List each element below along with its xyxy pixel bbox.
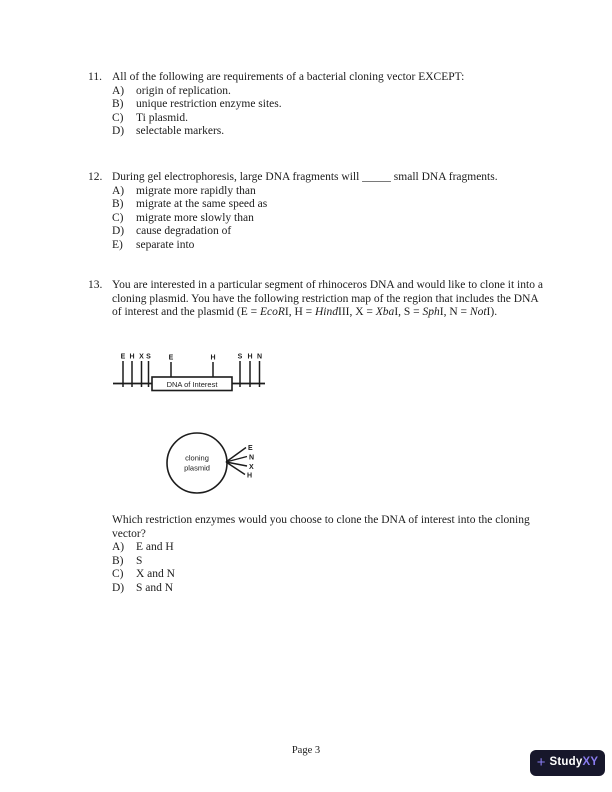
site-label-N-right: N bbox=[256, 353, 263, 361]
question-number: 13. bbox=[88, 279, 103, 291]
plasmid-label-line1: cloning bbox=[185, 453, 209, 463]
cloning-plasmid-diagram bbox=[162, 430, 262, 505]
question-13 bbox=[88, 279, 550, 320]
question-number: 12. bbox=[88, 171, 103, 183]
option-text: migrate more rapidly than bbox=[136, 184, 256, 197]
option-letter: A) bbox=[112, 84, 125, 97]
question-text: During gel electrophoresis, large DNA fragments will _____ small DNA fragments. bbox=[112, 171, 498, 183]
plasmid-site-H: H bbox=[247, 472, 253, 480]
option-text: Ti plasmid. bbox=[136, 111, 188, 124]
option-text: migrate at the same speed as bbox=[136, 198, 268, 210]
option-text: separate into bbox=[136, 238, 195, 251]
option-text: E and H bbox=[136, 541, 174, 553]
option-row bbox=[112, 582, 550, 596]
site-label-S: S bbox=[146, 353, 151, 361]
plasmid-site-E: E bbox=[248, 445, 253, 452]
option-letter: D) bbox=[112, 125, 125, 137]
option-letter: D) bbox=[112, 581, 125, 594]
question-12 bbox=[88, 171, 550, 252]
plasmid-label-line2: plasmid bbox=[184, 463, 210, 473]
question-number: 11. bbox=[88, 71, 102, 83]
option-row bbox=[112, 125, 550, 139]
restriction-map-diagram bbox=[108, 350, 278, 405]
option-row bbox=[112, 98, 550, 112]
brand-name-primary: Study bbox=[549, 756, 583, 769]
option-row bbox=[112, 555, 550, 569]
plasmid-site-N: N bbox=[249, 454, 255, 462]
plasmid-site-X: X bbox=[249, 464, 254, 471]
option-row bbox=[112, 541, 550, 555]
option-letter: A) bbox=[112, 541, 125, 553]
page-number: Page 3 bbox=[291, 745, 321, 756]
question-text: All of the following are requirements of a bacterial cloning vector EXCEPT: bbox=[112, 71, 465, 83]
question-11 bbox=[88, 71, 550, 139]
option-text: selectable markers. bbox=[136, 125, 225, 137]
plus-icon: + bbox=[536, 754, 546, 771]
option-text: X and N bbox=[136, 568, 175, 580]
option-letter: B) bbox=[112, 554, 124, 567]
option-row bbox=[112, 239, 550, 253]
option-letter: C) bbox=[112, 568, 124, 580]
option-letter: B) bbox=[112, 198, 124, 210]
brand-name bbox=[550, 756, 599, 770]
option-letter: E) bbox=[112, 238, 123, 251]
option-row bbox=[112, 85, 550, 99]
option-row bbox=[112, 212, 550, 226]
option-letter: A) bbox=[112, 184, 125, 197]
option-text: migrate more slowly than bbox=[136, 211, 254, 224]
dna-of-interest-label: DNA of Interest bbox=[166, 380, 218, 389]
option-letter: B) bbox=[112, 98, 124, 110]
option-text: cause degradation of bbox=[136, 225, 232, 237]
option-row bbox=[112, 568, 550, 582]
question-text: Which restriction enzymes would you choose to clone the DNA of interest into the cloning vector? bbox=[112, 514, 530, 540]
option-row bbox=[112, 225, 550, 239]
option-text: origin of replication. bbox=[136, 84, 231, 97]
site-label-H: H bbox=[129, 353, 135, 361]
site-label-X: X bbox=[139, 353, 144, 361]
question-number-spacer bbox=[88, 514, 112, 595]
option-letter: C) bbox=[112, 211, 124, 224]
option-row bbox=[112, 112, 550, 126]
option-text: unique restriction enzyme sites. bbox=[136, 98, 282, 110]
option-row bbox=[112, 198, 550, 212]
option-letter: D) bbox=[112, 225, 125, 237]
studyxy-brand-badge[interactable] bbox=[530, 750, 605, 776]
site-label-S-right: S bbox=[237, 353, 243, 361]
option-text: S and N bbox=[136, 581, 174, 594]
site-label-H-right: H bbox=[247, 353, 253, 361]
question-13-subquestion bbox=[88, 514, 550, 595]
site-label-H-mid: H bbox=[210, 354, 216, 362]
site-label-E: E bbox=[120, 353, 126, 361]
site-label-E-mid: E bbox=[168, 354, 174, 362]
option-row bbox=[112, 185, 550, 199]
question-text: You are interested in a particular segment of rhinoceros DNA and would like to clone it into a cloning plasmid. You have the following restriction map of the region that includes the DNA of interest and the plasmid (E = EcoRI, H = HindIII, X = XbaI, S = SphI, N = NotI). bbox=[112, 279, 543, 318]
option-text: S bbox=[136, 554, 143, 567]
brand-name-accent: XY bbox=[582, 756, 599, 769]
option-letter: C) bbox=[112, 111, 124, 124]
